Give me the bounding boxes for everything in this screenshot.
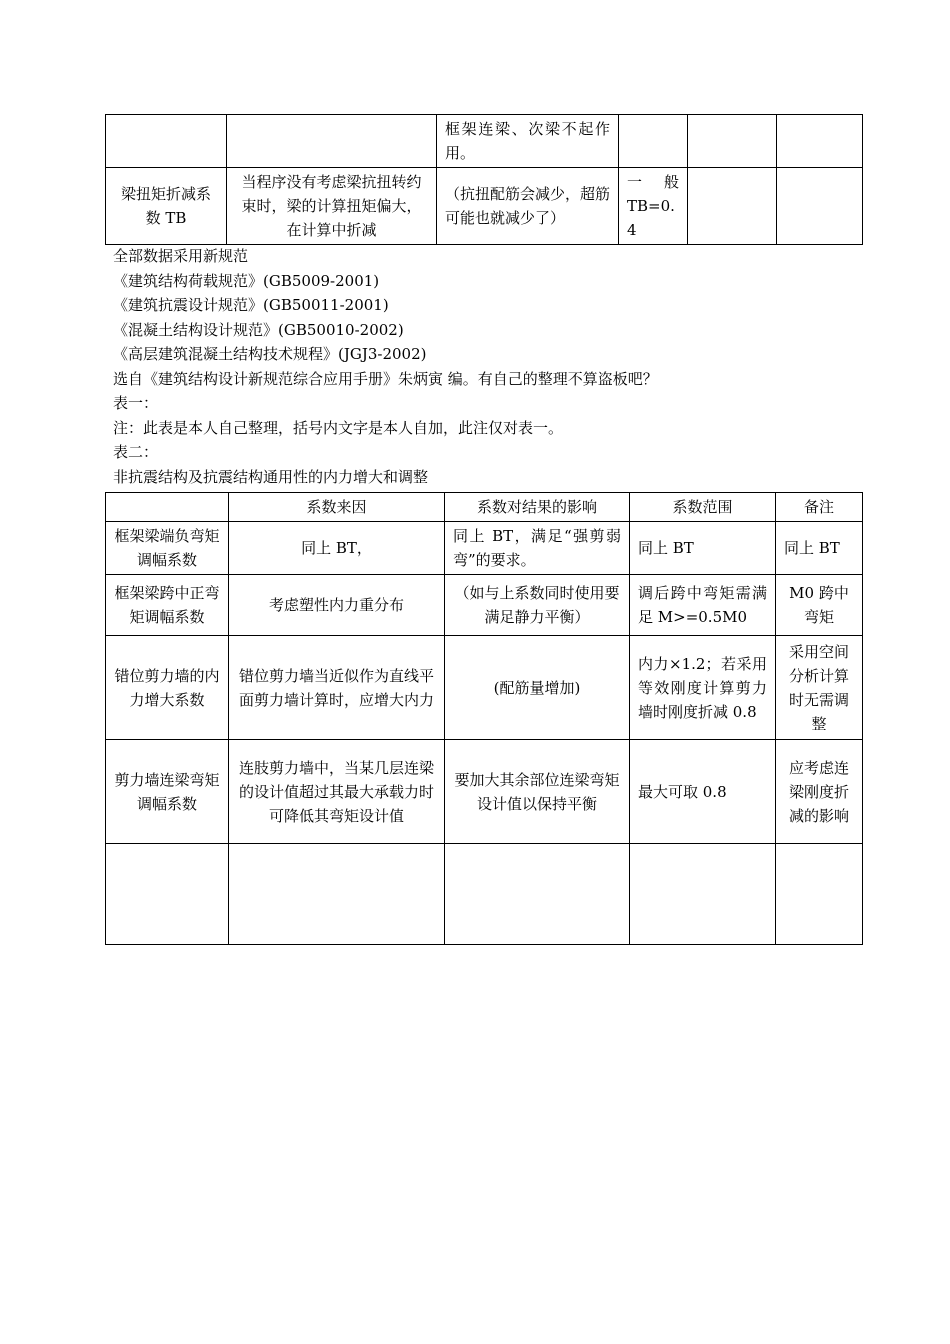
note-line: 《建筑结构荷载规范》(GB5009-2001) — [113, 271, 380, 290]
table-cell: 一 般 TB=0.4 — [619, 168, 688, 245]
table-cell — [630, 844, 776, 945]
note-line: 《高层建筑混凝土结构技术规程》(JGJ3-2002) — [113, 345, 427, 363]
table-row — [106, 636, 863, 740]
table-header-row — [106, 493, 863, 522]
note-line: 《混凝土结构设计规范》(GB50010-2002) — [113, 320, 404, 339]
table-cell: 要加大其余部位连梁弯矩设计值以保持平衡 — [445, 740, 630, 844]
table-cell: 应考虑连梁刚度折减的影响 — [776, 740, 863, 844]
table-cell — [777, 115, 863, 168]
notes-block — [113, 244, 873, 489]
note-line: 非抗震结构及抗震结构通用性的内力增大和调整 — [113, 467, 429, 486]
note-line: 《建筑抗震设计规范》(GB50011-2001) — [113, 296, 389, 314]
table-row — [106, 115, 863, 168]
table-row — [106, 844, 863, 945]
table-row — [106, 168, 863, 245]
table-cell — [688, 168, 777, 245]
table-cell: 错位剪力墙的内力增大系数 — [106, 636, 229, 740]
table-cell: 剪力墙连梁弯矩调幅系数 — [106, 740, 229, 844]
note-line: 注：此表是本人自己整理，括号内文字是本人自加，此注仅对表一。 — [113, 418, 564, 437]
table-cell: M0 跨中弯矩 — [776, 575, 863, 636]
table-row — [106, 575, 863, 636]
table-cell: 框架梁跨中正弯矩调幅系数 — [106, 575, 229, 636]
table-cell: 框架梁端负弯矩调幅系数 — [106, 522, 229, 575]
table-cell — [227, 115, 437, 168]
table-cell: 同上 BT — [776, 522, 863, 575]
table-header-cell: 系数来因 — [229, 493, 445, 522]
note-line: 全部数据采用新规范 — [113, 247, 249, 265]
table-cell: 调后跨中弯矩需满足 M>=0.5M0 — [630, 575, 776, 636]
table-cell — [776, 844, 863, 945]
table-cell: 框架连梁、次梁不起作用。 — [437, 115, 619, 168]
table-cell: （抗扭配筋会减少，超筋可能也就减少了） — [437, 168, 619, 245]
table-header-cell: 备注 — [776, 493, 863, 522]
table-cell: 考虑塑性内力重分布 — [229, 575, 445, 636]
note-line: 选自《建筑结构设计新规范综合应用手册》朱炳寅 编。有自己的整理不算盗板吧？ — [113, 369, 658, 388]
table-row — [106, 740, 863, 844]
table-cell: 同上 BT， — [229, 522, 445, 575]
table-header-cell: 系数范围 — [630, 493, 776, 522]
note-line: 表二： — [113, 443, 159, 461]
table-cell: 梁扭矩折减系数 TB — [106, 168, 227, 245]
table-cell: 当程序没有考虑梁抗扭转约束时，梁的计算扭矩偏大，在计算中折减 — [227, 168, 437, 245]
table-cell: 采用空间分析计算时无需调整 — [776, 636, 863, 740]
note-line: 表一： — [113, 394, 159, 412]
table-cell: 同上 BT，满足“强剪弱弯”的要求。 — [445, 522, 630, 575]
table-header-cell — [106, 493, 229, 522]
table-2 — [105, 492, 863, 945]
table-cell — [619, 115, 688, 168]
table-cell: 同上 BT — [630, 522, 776, 575]
table-cell — [106, 844, 229, 945]
table-1 — [105, 114, 863, 245]
table-cell — [688, 115, 777, 168]
table-cell — [777, 168, 863, 245]
table-cell: 内力×1.2；若采用等效刚度计算剪力墙时刚度折减 0.8 — [630, 636, 776, 740]
table-cell: 错位剪力墙当近似作为直线平面剪力墙计算时，应增大内力 — [229, 636, 445, 740]
table-cell: 最大可取 0.8 — [630, 740, 776, 844]
table-cell: 连肢剪力墙中，当某几层连梁的设计值超过其最大承载力时可降低其弯矩设计值 — [229, 740, 445, 844]
table-cell: （如与上系数同时使用要满足静力平衡） — [445, 575, 630, 636]
table-cell — [229, 844, 445, 945]
table-header-cell: 系数对结果的影响 — [445, 493, 630, 522]
table-cell — [106, 115, 227, 168]
table-row — [106, 522, 863, 575]
table-cell — [445, 844, 630, 945]
table-cell: (配筋量增加) — [445, 636, 630, 740]
